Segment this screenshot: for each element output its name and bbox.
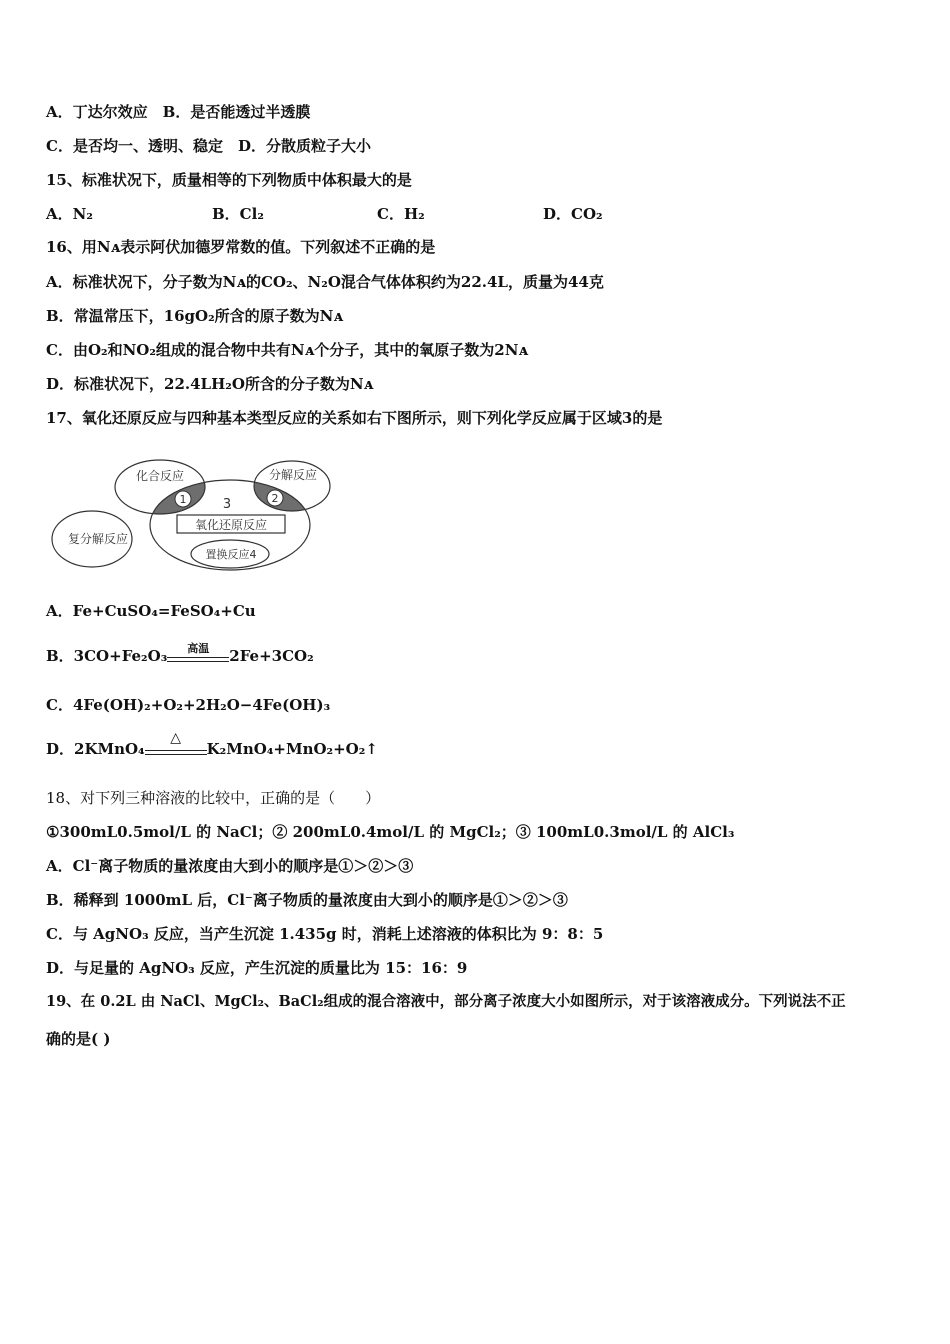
q17d-products: K₂MnO₄+MnO₂+O₂↑ [206, 740, 378, 758]
decomposition-label: 分解反应 [268, 468, 318, 482]
q18-option-a: A．Cl⁻离子物质的量浓度由大到小的顺序是①＞②＞③ [46, 857, 414, 875]
q18-option-d: D．与足量的 AgNO₃ 反应，产生沉淀的质量比为 15：16：9 [46, 959, 468, 977]
q16-option-b: B．常温常压下，16gO₂所含的原子数为Nᴀ [46, 307, 344, 325]
replacement-label: 置换反应4 [205, 548, 257, 561]
reaction-type-venn-diagram [50, 452, 350, 580]
region-2-label: 2 [271, 492, 279, 505]
q16-option-d: D．标准状况下，22.4LH₂O所含的分子数为Nᴀ [46, 375, 374, 393]
q17-option-c: C．4Fe(OH)₂+O₂+2H₂O−4Fe(OH)₃ [46, 696, 331, 714]
redox-label: 氧化还原反应 [194, 518, 268, 532]
q17-option-b [46, 642, 314, 666]
heat-triangle-label: △ [170, 730, 182, 746]
q16-option-c: C．由O₂和NO₂组成的混合物中共有Nᴀ个分子，其中的氧原子数为2Nᴀ [46, 341, 529, 359]
q17b-products: 2Fe+3CO₂ [229, 647, 314, 665]
q18-option-b: B．稀释到 1000mL 后，Cl⁻离子物质的量浓度由大到小的顺序是①＞②＞③ [46, 891, 568, 909]
q17-option-a: A．Fe+CuSO₄=FeSO₄+Cu [46, 602, 256, 620]
q19-stem-line1: 19、在 0.2L 由 NaCl、MgCl₂、BaCl₂组成的混合溶液中，部分离子浓度大小如图所示，对于该溶液成分。下列说法不正 [46, 993, 846, 1010]
q19-stem-line2: 确的是( ) [46, 1030, 111, 1048]
q14-options-cd: C．是否均一、透明、稳定 D．分散质粒子大小 [46, 137, 371, 155]
q15-option-c: C．H₂ [377, 205, 425, 223]
q17-stem: 17、氧化还原反应与四种基本类型反应的关系如右下图所示，则下列化学反应属于区域3的是 [46, 409, 663, 427]
q16-stem: 16、用Nᴀ表示阿伏加德罗常数的值。下列叙述不正确的是 [46, 238, 436, 256]
q15-option-d: D．CO₂ [543, 205, 603, 223]
q18-option-c: C．与 AgNO₃ 反应，当产生沉淀 1.435g 时，消耗上述溶液的体积比为 9：8：5 [46, 925, 604, 943]
q14-options-ab: A．丁达尔效应 B．是否能透过半透膜 [46, 103, 311, 121]
high-temp-label: 高温 [187, 642, 210, 655]
region-1-label: 1 [179, 493, 187, 506]
q15-stem: 15、标准状况下，质量相等的下列物质中体积最大的是 [46, 171, 412, 189]
region-3-label: 3 [222, 497, 232, 512]
reaction-condition-equals [167, 642, 229, 666]
heating-condition-equals [145, 730, 207, 759]
combination-label: 化合反应 [135, 469, 185, 483]
q15-option-b: B．Cl₂ [212, 205, 264, 223]
q18-stem: 18、对下列三种溶液的比较中，正确的是（ ） [46, 789, 381, 807]
q15-option-a: A．N₂ [46, 205, 93, 223]
q18-given: ①300mL0.5mol/L 的 NaCl；② 200mL0.4mol/L 的 MgCl₂；③ 100mL0.3mol/L 的 AlCl₃ [46, 823, 735, 841]
q17d-reactants: D．2KMnO₄ [46, 740, 145, 758]
metathesis-label: 复分解反应 [67, 532, 129, 546]
q17b-reactants: B．3CO+Fe₂O₃ [46, 647, 168, 665]
q16-option-a: A．标准状况下，分子数为Nᴀ的CO₂、N₂O混合气体体积约为22.4L，质量为44克 [46, 273, 604, 291]
q17-option-d [46, 730, 378, 759]
